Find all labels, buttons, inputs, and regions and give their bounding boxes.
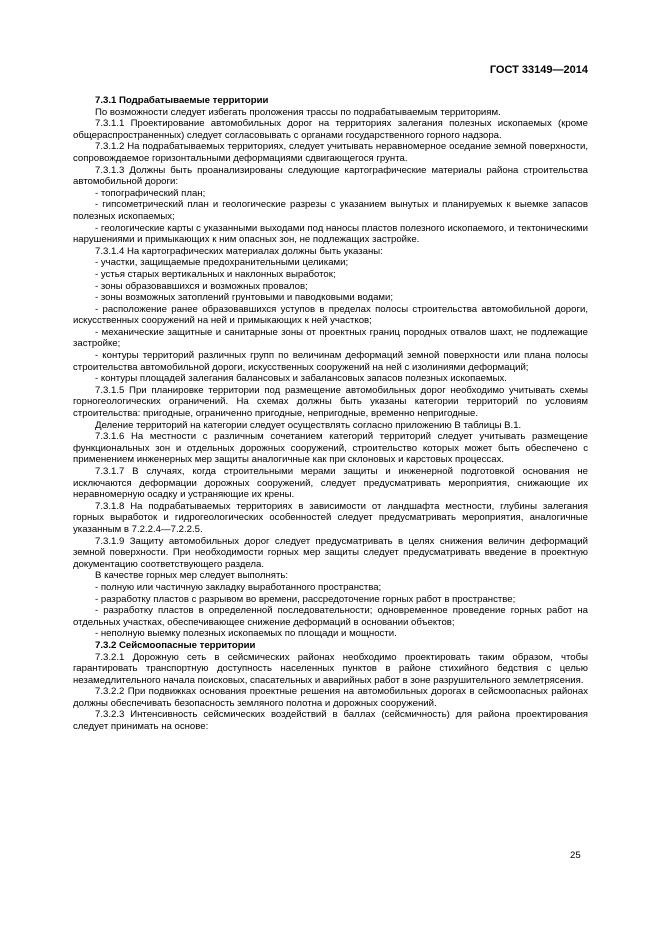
- paragraph: - устья старых вертикальных и наклонных выработок;: [95, 268, 336, 280]
- paragraph: 7.3.1.9 Защиту автомобильных дорог следует предусматривать в целях снижения величин деформаций земной поверхности. При необходимости горных мер защиты следует предусматривать введение в проектную документацию соответствующего раздела.: [73, 535, 588, 570]
- paragraph: - участки, защищаемые предохранительными целиками;: [95, 257, 349, 269]
- paragraph: 7.3.1.5 При планировке территории под размещение автомобильных дорог необходимо учитывать схемы горногеологических ограничений. На схемах должны быть указаны категории территорий по условиям строительства: пригодные, ограниченно пригодные, непригодные, временно непригодные.: [73, 384, 588, 420]
- paragraph: - контуры территорий различных групп по величинам деформаций земной поверхности или плана полосы строительства автомобильной дороги, искусственных сооружений на ней с изолиниями деформаций;: [73, 350, 588, 373]
- paragraph: - расположение ранее образовавшихся уступов в пределах полосы строительства автомобильной дороги, искусственных сооружений на ней и примыкающих к ней участков;: [73, 303, 588, 327]
- paragraph: - полную или частичную закладку выработанного пространства;: [95, 581, 382, 593]
- paragraph: - неполную выемку полезных ископаемых по площади и мощности.: [95, 628, 397, 640]
- paragraph: - геологические карты с указанными выходами под наносы пластов полезного ископаемого, и тектоническими нарушениями и примыкающих к ним опасных зон, не подлежащих застройке.: [73, 222, 588, 246]
- paragraph: 7.3.1.6 На местности с различным сочетанием категорий территорий следует учитывать размещение функциональных зон и отдельных дорожных сооружений, строительство которых может быть обеспечено с применением инженерных мер защиты аналогичные как при склоновых и карстовых процессах.: [73, 431, 588, 466]
- paragraph: 7.3.2.1 Дорожную сеть в сейсмических районах необходимо проектировать таким образом, чтобы гарантировать транспортную доступность населенных пунктов в районе стихийного бедствия с целью незамедлительного начала поисковых, спасательных и аварийных работ в зоне разрушительного землетрясения.: [73, 651, 588, 686]
- paragraph: 7.3.2.2 При подвижках основания проектные решения на автомобильных дорогах в сейсмоопасных районах должны обеспечивать безопасность земляного полотна и дорожных сооружений.: [73, 686, 588, 709]
- paragraph: 7.3.1.1 Проектирование автомобильных дорог на территориях залегания полезных ископаемых (кроме общераспространенных) следует согласовывать с органами государственного горного надзора.: [73, 118, 588, 141]
- section-heading: 7.3.1 Подрабатываемые территории: [95, 95, 269, 106]
- paragraph: - топографический план;: [95, 187, 206, 199]
- section-heading: 7.3.2 Сейсмоопасные территории: [95, 639, 256, 651]
- paragraph: 7.3.1.7 В случаях, когда строительными мерами защиты и инженерной подготовкой основания не исключаются деформации дорожных сооружений, следует предусматривать мероприятия, снижающие их неравномерную осадку и устраняющие их крены.: [73, 466, 588, 501]
- paragraph: - контуры площадей залегания балансовых и забалансовых запасов полезных ископаемых.: [95, 373, 507, 385]
- document-body: [73, 95, 588, 733]
- paragraph: 7.3.1.3 Должны быть проанализированы следующие картографические материалы района строительства автомобильной дороги:: [73, 164, 588, 188]
- paragraph: - гипсометрический план и геологические разрезы с указанием вынутых и планируемых к выемке запасов полезных ископаемых;: [73, 199, 588, 222]
- paragraph: - зоны возможных затоплений грунтовыми и паводковыми водами;: [95, 292, 394, 304]
- paragraph: Деление территорий на категории следует осуществлять согласно приложению В таблицы В.1.: [95, 419, 522, 431]
- paragraph: 7.3.1.8 На подрабатываемых территориях в зависимости от ландшафта местности, глубины залегания горных выработок и гидрогеологических особенностей следует предусматривать мероприятия, аналогичные указанным в 7.2.2.4—7.2.2.5.: [73, 500, 588, 535]
- paragraph: По возможности следует избегать проложения трассы по подрабатываемым территориям.: [95, 106, 501, 118]
- document-code: ГОСТ 33149—2014: [489, 64, 588, 76]
- paragraph: - зоны образовавшихся и возможных провалов;: [95, 280, 308, 292]
- paragraph: - механические защитные и санитарные зоны от проектных границ породных отвалов шахт, не подлежащие застройке;: [73, 326, 588, 350]
- page-number: 25: [570, 850, 581, 861]
- paragraph: - разработку пластов с разрывом во времени, рассредоточение горных работ в пространстве;: [95, 593, 516, 605]
- paragraph: 7.3.1.4 На картографических материалах должны быть указаны:: [95, 245, 383, 257]
- paragraph: 7.3.2.3 Интенсивность сейсмических воздействий в баллах (сейсмичность) для района проектирования следует принимать на основе:: [73, 709, 588, 733]
- paragraph: В качестве горных мер следует выполнять:: [95, 570, 289, 582]
- paragraph: 7.3.1.2 На подрабатываемых территориях, следует учитывать неравномерное оседание земной поверхности, сопровождаемое горизонтальными деформациями сдвигающегося грунта.: [73, 141, 588, 164]
- paragraph: - разработку пластов в определенной последовательности; одновременное проведение горных работ на отдельных участках, обеспечивающее снижение деформаций в основании объектов;: [73, 605, 588, 628]
